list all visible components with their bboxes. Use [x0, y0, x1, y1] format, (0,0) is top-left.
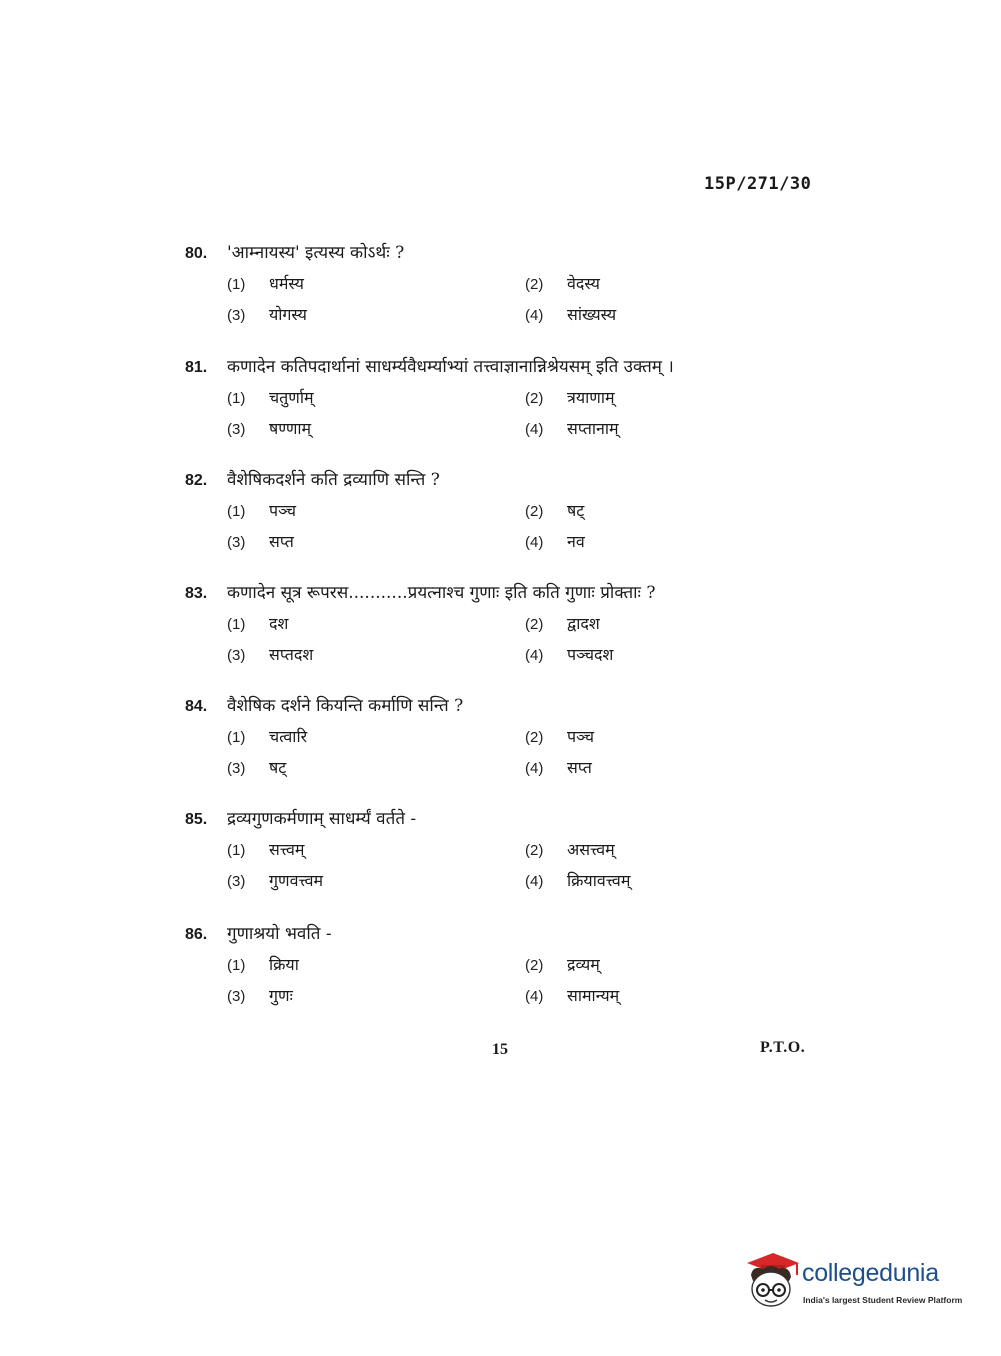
- option-text: षट्: [567, 501, 585, 520]
- question-82: [185, 467, 785, 553]
- question-number: 80.: [185, 245, 208, 262]
- option-3: [227, 869, 525, 892]
- option-text: सांख्यस्य: [567, 305, 617, 324]
- option-number: (2): [525, 503, 544, 520]
- option-1: [227, 272, 525, 295]
- option-3: [227, 984, 525, 1007]
- option-2: [525, 725, 825, 748]
- option-1: [227, 612, 525, 635]
- option-number: (4): [525, 760, 544, 777]
- option-3: [227, 643, 525, 666]
- question-number: 84.: [185, 698, 208, 715]
- option-number: (1): [227, 957, 246, 974]
- option-text: त्रयाणाम्: [567, 388, 615, 407]
- option-text: पञ्च: [269, 501, 297, 520]
- option-number: (3): [227, 534, 246, 551]
- option-text: सप्तदश: [269, 645, 314, 664]
- option-4: [525, 984, 825, 1007]
- option-text: सामान्यम्: [567, 986, 620, 1005]
- option-4: [525, 756, 825, 779]
- option-text: द्वादश: [567, 614, 600, 633]
- option-text: क्रियावत्त्वम्: [567, 871, 631, 890]
- option-text: द्रव्यम्: [567, 955, 600, 974]
- option-text: वेदस्य: [567, 274, 600, 293]
- option-number: (1): [227, 616, 246, 633]
- option-number: (3): [227, 421, 246, 438]
- option-text: सप्त: [269, 532, 294, 551]
- option-4: [525, 869, 825, 892]
- option-number: (2): [525, 390, 544, 407]
- brand-tagline: India's largest Student Review Platform: [803, 1295, 963, 1305]
- option-3: [227, 756, 525, 779]
- question-text: वैशेषिकदर्शने कति द्रव्याणि सन्ति ?: [227, 470, 440, 490]
- option-2: [525, 386, 825, 409]
- option-number: (3): [227, 873, 246, 890]
- option-text: चत्वारि: [269, 727, 308, 746]
- option-number: (1): [227, 390, 246, 407]
- paper-code: 15P/271/30: [704, 174, 812, 194]
- question-text: वैशेषिक दर्शने कियन्ति कर्माणि सन्ति ?: [227, 696, 464, 716]
- question-text: कणादेन कतिपदार्थानां साधर्म्यवैधर्म्याभ्यां तत्त्वाज्ञानान्निश्रेयसम् इति उक्तम् ।: [227, 357, 674, 377]
- option-number: (4): [525, 873, 544, 890]
- option-2: [525, 272, 825, 295]
- option-text: नव: [567, 532, 585, 551]
- option-number: (1): [227, 842, 246, 859]
- option-text: असत्त्वम्: [567, 840, 615, 859]
- option-text: षण्णाम्: [269, 419, 312, 438]
- option-text: षट्: [269, 758, 287, 777]
- question-number: 86.: [185, 926, 208, 943]
- option-number: (4): [525, 534, 544, 551]
- option-text: सप्तानाम्: [567, 419, 619, 438]
- option-text: योगस्य: [269, 305, 307, 324]
- option-number: (2): [525, 616, 544, 633]
- option-number: (3): [227, 647, 246, 664]
- option-text: पञ्चदश: [567, 645, 614, 664]
- option-3: [227, 530, 525, 553]
- option-number: (1): [227, 503, 246, 520]
- pto-label: P.T.O.: [760, 1039, 806, 1056]
- option-number: (1): [227, 276, 246, 293]
- option-number: (4): [525, 988, 544, 1005]
- question-text: गुणाश्रयो भवति -: [227, 924, 332, 944]
- option-text: धर्मस्य: [269, 274, 304, 293]
- option-1: [227, 838, 525, 861]
- question-number: 85.: [185, 811, 208, 828]
- option-4: [525, 303, 825, 326]
- question-80: [185, 240, 785, 326]
- question-83: [185, 580, 785, 666]
- option-4: [525, 643, 825, 666]
- option-text: सत्त्वम्: [269, 840, 305, 859]
- question-number: 82.: [185, 472, 208, 489]
- option-number: (2): [525, 276, 544, 293]
- question-81: [185, 354, 785, 440]
- option-2: [525, 612, 825, 635]
- option-number: (3): [227, 307, 246, 324]
- option-text: चतुर्णाम्: [269, 388, 314, 407]
- collegedunia-mascot-icon: [741, 1249, 801, 1311]
- option-number: (4): [525, 307, 544, 324]
- option-4: [525, 530, 825, 553]
- option-2: [525, 838, 825, 861]
- option-2: [525, 953, 825, 976]
- question-text: कणादेन सूत्र रूपरस...........प्रयत्नाश्च गुणाः इति कति गुणाः प्रोक्ताः ?: [227, 583, 656, 603]
- option-number: (2): [525, 957, 544, 974]
- option-text: सप्त: [567, 758, 592, 777]
- option-number: (3): [227, 988, 246, 1005]
- option-number: (4): [525, 647, 544, 664]
- question-86: [185, 921, 785, 1007]
- question-number: 83.: [185, 585, 208, 602]
- option-text: गुणः: [269, 986, 293, 1005]
- option-1: [227, 499, 525, 522]
- option-text: गुणवत्त्वम: [269, 871, 324, 890]
- option-1: [227, 725, 525, 748]
- option-number: (2): [525, 842, 544, 859]
- option-text: क्रिया: [269, 955, 299, 974]
- option-text: पञ्च: [567, 727, 595, 746]
- option-number: (4): [525, 421, 544, 438]
- option-number: (1): [227, 729, 246, 746]
- question-text: द्रव्यगुणकर्मणाम् साधर्म्यं वर्तते -: [227, 809, 417, 829]
- question-number: 81.: [185, 359, 208, 376]
- option-number: (3): [227, 760, 246, 777]
- collegedunia-watermark: [741, 1249, 971, 1311]
- option-4: [525, 417, 825, 440]
- option-2: [525, 499, 825, 522]
- question-text: 'आम्नायस्य' इत्यस्य कोऽर्थः ?: [227, 243, 405, 263]
- option-text: दश: [269, 614, 289, 633]
- option-3: [227, 303, 525, 326]
- question-84: [185, 693, 785, 779]
- page-number: 15: [492, 1041, 508, 1058]
- option-number: (2): [525, 729, 544, 746]
- question-85: [185, 806, 785, 892]
- option-1: [227, 386, 525, 409]
- option-3: [227, 417, 525, 440]
- option-1: [227, 953, 525, 976]
- brand-name: collegedunia: [802, 1259, 939, 1287]
